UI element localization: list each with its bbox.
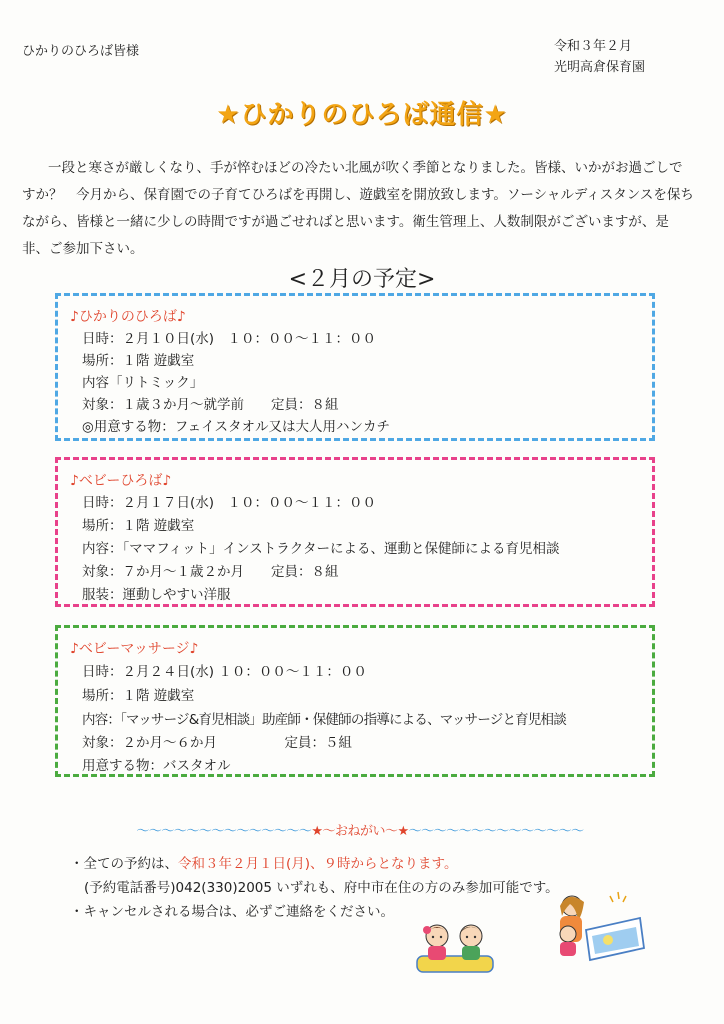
- notice-line-cancel: ・キャンセルされる場合は、必ずご連絡をください。: [70, 904, 394, 920]
- notice-text: ・全ての予約は、: [70, 856, 178, 872]
- event-place: 場所：１階 遊戯室: [82, 353, 195, 369]
- event-title: ♪ベビーひろば♪: [70, 473, 172, 489]
- event-title: ♪ベビーマッサージ♪: [70, 641, 199, 657]
- wave-decoration-right: 〜〜〜〜〜〜〜〜〜〜〜〜〜〜: [408, 824, 584, 839]
- event-content: 内容：「マッサージ&育児相談」助産師・保健師の指導による、マッサージと育児相談: [82, 712, 566, 728]
- event-bring: 用意する物：バスタオル: [82, 758, 231, 774]
- schedule-heading: <２月の予定>: [288, 267, 436, 292]
- notice-heading: ★〜おねがい〜★: [311, 824, 409, 839]
- event-box-baby-massage: [55, 625, 655, 777]
- notice-highlight: 令和３年２月１日(月)、９時からとなります。: [178, 856, 458, 872]
- wave-decoration-left: 〜〜〜〜〜〜〜〜〜〜〜〜〜〜: [136, 824, 312, 839]
- event-title: ♪ひかりのひろば♪: [70, 309, 186, 325]
- event-content: 内容「リトミック」: [82, 375, 204, 391]
- newsletter-title: ★ひかりのひろば通信★: [216, 100, 508, 130]
- event-datetime: 日時：２月１７日(水) １０：００〜１１：００: [82, 495, 377, 511]
- event-bring: ◎用意する物：フェイスタオル又は大人用ハンカチ: [82, 419, 390, 435]
- event-datetime: 日時：２月２４日(水) １０：００〜１１：００: [82, 664, 367, 680]
- event-target: 対象：２か月〜６か月 定員：５組: [82, 735, 352, 751]
- mother-child-reading-illustration: [548, 890, 648, 964]
- event-place: 場所：１階 遊戯室: [82, 688, 195, 704]
- notice-line-phone: (予約電話番号)042(330)2005 いずれも、府中市在住の方のみ参加可能です。: [84, 880, 559, 896]
- event-box-baby-hiroba: [55, 457, 655, 607]
- notice-line-reservation: [70, 852, 457, 872]
- organization-name: 光明高倉保育園: [554, 60, 646, 75]
- addressee: ひかりのひろば皆様: [22, 44, 140, 59]
- issue-info: [554, 36, 645, 78]
- event-place: 場所：１階 遊戯室: [82, 518, 195, 534]
- intro-paragraph: 一段と寒さが厳しくなり、手が悴むほどの冷たい北風が吹く季節となりました。皆様、いかがお過ごしですか？ 今月から、保育園での子育てひろばを再開し、遊戯室を開放致します。ソーシャルディスタンスを保ちながら、皆様と一緒に少しの時間ですが過ごせればと思います。衛生管理上、人数制限がございますが、是非、ご参加下さい。: [22, 160, 694, 257]
- notice-heading-row: [70, 820, 650, 839]
- event-box-hikari-hiroba: [55, 293, 655, 441]
- event-content: 内容：「ママフィット」インストラクターによる、運動と保健師による育児相談: [82, 541, 560, 557]
- event-clothing: 服装：運動しやすい洋服: [82, 587, 231, 603]
- event-datetime: 日時：２月１０日(水) １０：００〜１１：００: [82, 331, 377, 347]
- children-playing-illustration: [415, 918, 495, 974]
- event-target: 対象：１歳３か月〜就学前 定員：８組: [82, 397, 339, 413]
- event-target: 対象：７か月〜１歳２か月 定員：８組: [82, 564, 339, 580]
- issue-date: 令和３年２月: [554, 39, 633, 54]
